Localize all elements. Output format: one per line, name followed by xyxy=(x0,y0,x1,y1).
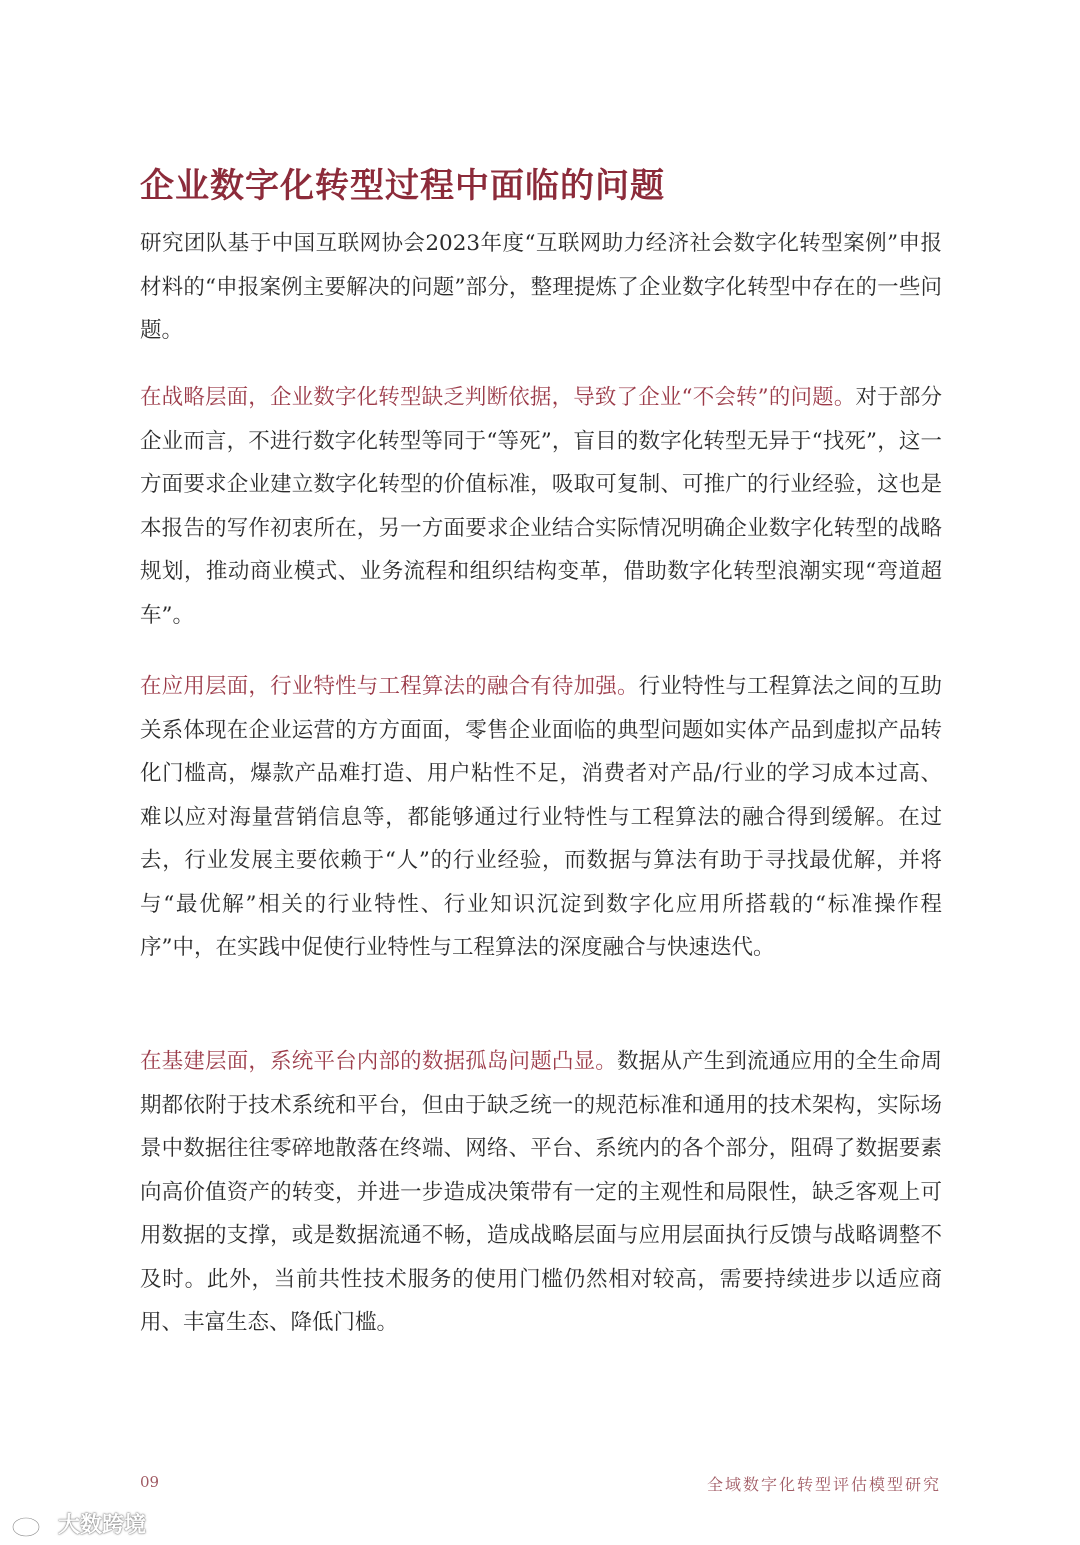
strategy-paragraph xyxy=(140,376,942,637)
infrastructure-body: 数据从产生到流通应用的全生命周期都依附于技术系统和平台，但由于缺乏统一的规范标准和通用的技术架构，实际场景中数据往往零碎地散落在终端、网络、平台、系统内的各个部分，阻碍了数据要素向高价值资产的转变，并进一步造成决策带有一定的主观性和局限性，缺乏客观上可用数据的支撑，或是数据流通不畅，造成战略层面与应用层面执行反馈与战略调整不及时。此外，当前共性技术服务的使用门槛仍然相对较高，需要持续进步以适应商用、丰富生态、降低门槛。 xyxy=(140,1049,942,1335)
page-title: 企业数字化转型过程中面临的问题 xyxy=(140,166,665,206)
intro-paragraph: 研究团队基于中国互联网协会2023年度“互联网助力经济社会数字化转型案例”申报材料的“申报案例主要解决的问题”部分，整理提炼了企业数字化转型中存在的一些问题。 xyxy=(140,231,942,343)
watermark xyxy=(10,1508,146,1539)
page-number: 09 xyxy=(140,1473,160,1491)
weibo-logo-icon xyxy=(10,1509,52,1539)
application-paragraph xyxy=(140,665,942,970)
watermark-text: 大数跨境 xyxy=(58,1513,147,1538)
infrastructure-lead: 在基建层面，系统平台内部的数据孤岛问题凸显。 xyxy=(140,1049,617,1074)
application-body: 行业特性与工程算法之间的互助关系体现在企业运营的方方面面，零售企业面临的典型问题如实体产品到虚拟产品转化门槛高，爆款产品难打造、用户粘性不足，消费者对产品/行业的学习成本过高、难以应对海量营销信息等，都能够通过行业特性与工程算法的融合得到缓解。在过去，行业发展主要依赖于“人”的行业经验，而数据与算法有助于寻找最优解，并将与“最优解”相关的行业特性、行业知识沉淀到数字化应用所搭载的“标准操作程序”中，在实践中促使行业特性与工程算法的深度融合与快速迭代。 xyxy=(140,674,942,960)
infrastructure-paragraph xyxy=(140,1040,942,1345)
strategy-lead: 在战略层面，企业数字化转型缺乏判断依据，导致了企业“不会转”的问题。 xyxy=(140,385,856,410)
strategy-body: 对于部分企业而言，不进行数字化转型等同于“等死”，盲目的数字化转型无异于“找死”，这一方面要求企业建立数字化转型的价值标准，吸取可复制、可推广的行业经验，这也是本报告的写作初衷所在，另一方面要求企业结合实际情况明确企业数字化转型的战略规划，推动商业模式、业务流程和组织结构变革，借助数字化转型浪潮实现“弯道超车”。 xyxy=(140,385,942,628)
report-title: 全域数字化转型评估模型研究 xyxy=(706,1475,941,1494)
application-lead: 在应用层面，行业特性与工程算法的融合有待加强。 xyxy=(140,674,639,699)
